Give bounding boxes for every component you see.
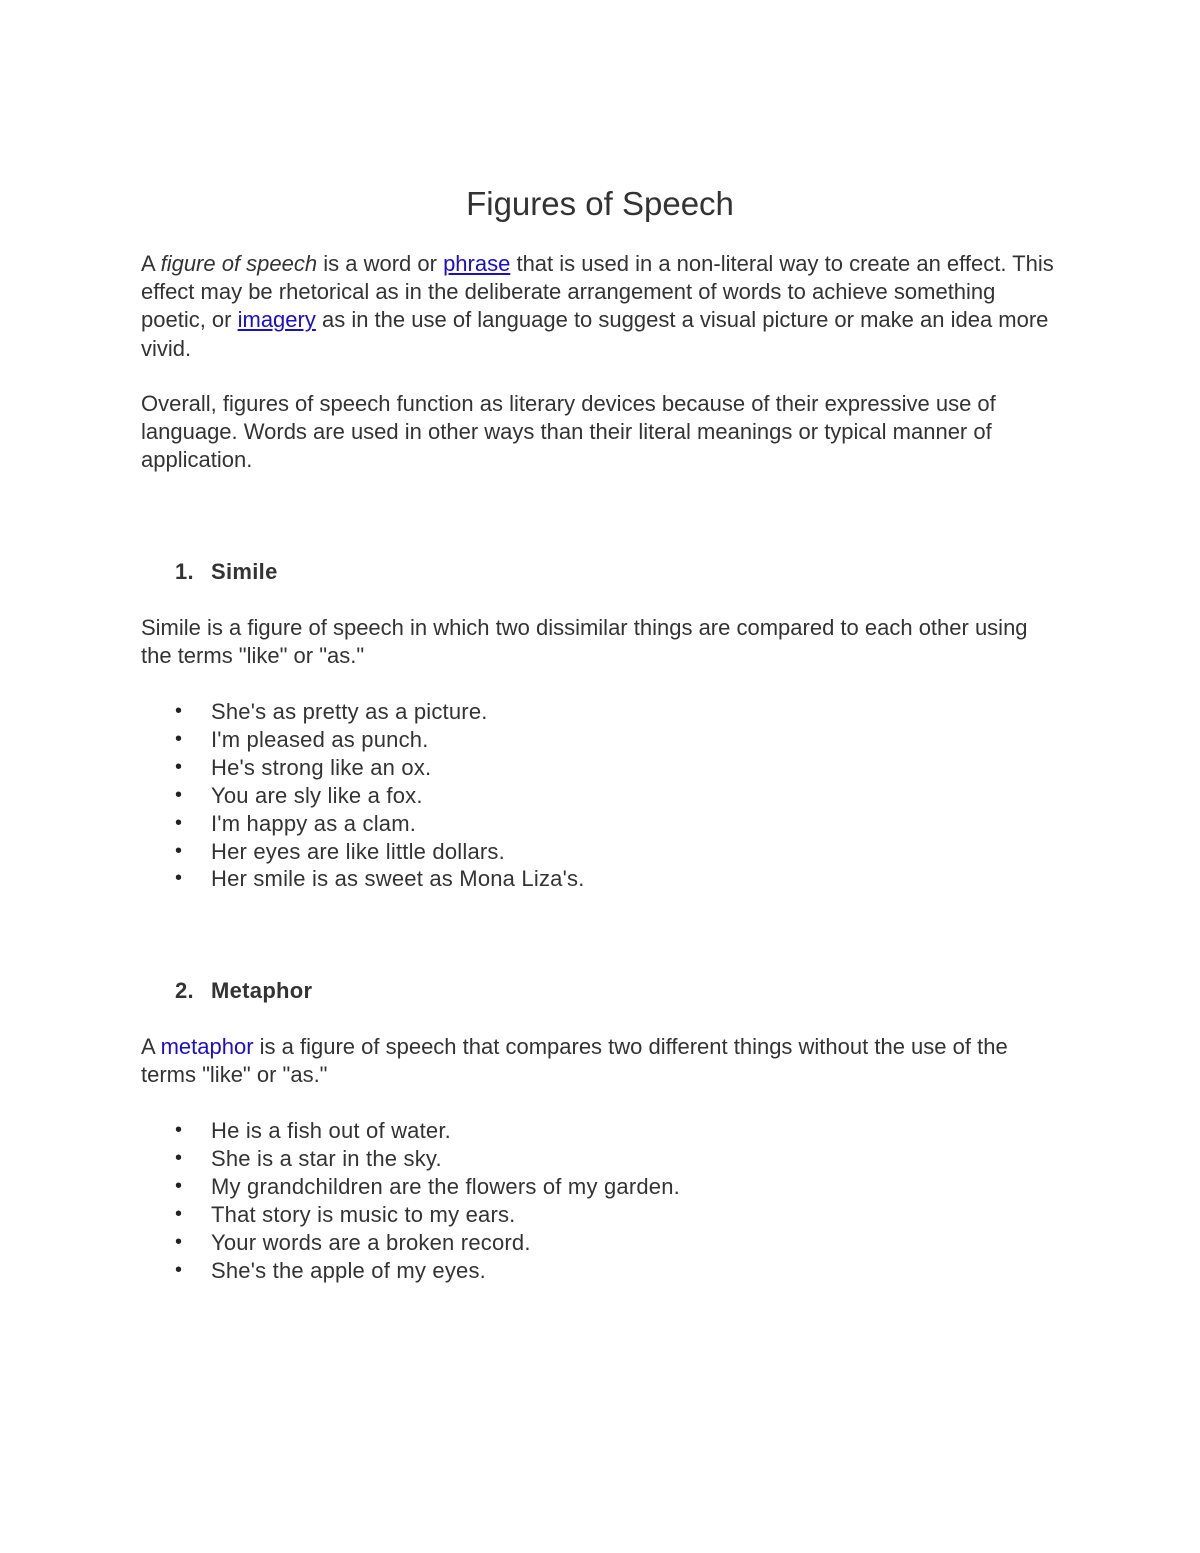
list-item-text: My grandchildren are the flowers of my garden. [211,1173,680,1199]
list-item [141,1201,1061,1229]
metaphor-text-2: is a figure of speech that compares two different things without the use of the terms "like" or "as." [141,1034,1008,1088]
list-item [141,698,1061,726]
bullet-icon: • [175,1174,183,1197]
list-item-text: She is a star in the sky. [211,1145,442,1171]
intro-text-4: as in the use of language to suggest a visual picture or make an idea more vivid. [141,307,1049,361]
list-item-text: Her smile is as sweet as Mona Liza's. [211,866,585,892]
list-item-text: She's the apple of my eyes. [211,1257,486,1283]
list-item-text: That story is music to my ears. [211,1201,516,1227]
list-item [141,1117,1061,1145]
list-item [141,1173,1061,1201]
intro-text-3: that is used in a non-literal way to create an effect. This effect may be rhetorical as in the deliberate arrangement of words to achieve something poetic, or [141,251,1054,333]
list-item-text: You are sly like a fox. [211,782,423,808]
section-title: Simile [211,559,278,584]
bullet-icon: • [175,1146,183,1169]
list-item [141,782,1061,810]
bullet-icon: • [175,755,183,778]
metaphor-examples-list [141,1117,1061,1284]
intro-paragraph [141,250,1061,363]
metaphor-description [141,1033,1061,1089]
section-title: Metaphor [211,978,313,1003]
list-item-text: He is a fish out of water. [211,1118,451,1143]
bullet-icon: • [175,1258,183,1281]
list-item [141,754,1061,782]
metaphor-text-1: A [141,1034,161,1059]
list-item [141,838,1061,866]
list-item [141,1257,1061,1285]
phrase-link[interactable]: phrase [443,251,511,276]
bullet-icon: • [175,839,183,862]
overview-paragraph: Overall, figures of speech function as literary devices because of their expressive use of language. Words are used in other ways than their literal meanings or typical manner of application. [141,391,996,473]
list-item-text: She's as pretty as a picture. [211,699,488,724]
intro-text-2: is a word or [317,251,444,276]
list-item-text: Her eyes are like little dollars. [211,838,505,864]
bullet-icon: • [175,1119,183,1141]
list-item [141,1229,1061,1257]
page-title: Figures of Speech [466,185,734,222]
list-item [141,726,1061,754]
list-item-text: I'm pleased as punch. [211,726,429,752]
list-item [141,810,1061,838]
bullet-icon: • [175,727,183,750]
list-item-text: I'm happy as a clam. [211,810,417,836]
intro-text-1: A [141,251,161,276]
simile-description: Simile is a figure of speech in which two dissimilar things are compared to each other using the terms "like" or "as." [141,615,1028,669]
section-heading-metaphor [175,977,312,1005]
list-item-text: He's strong like an ox. [211,754,432,780]
imagery-link[interactable]: imagery [237,307,316,333]
intro-italic-term: figure of speech [160,251,318,276]
section-heading-simile [175,558,278,586]
list-item [141,865,1061,893]
list-item-text: Your words are a broken record. [211,1229,531,1255]
bullet-icon: • [175,783,183,806]
bullet-icon: • [175,1202,183,1225]
metaphor-link[interactable]: metaphor [160,1034,254,1059]
list-item [141,1145,1061,1173]
bullet-icon: • [175,1230,183,1253]
section-number: 2. [175,978,194,1003]
simile-examples-list [141,698,1061,893]
bullet-icon: • [175,700,183,722]
bullet-icon: • [175,867,183,890]
section-number: 1. [175,559,194,584]
bullet-icon: • [175,811,183,834]
